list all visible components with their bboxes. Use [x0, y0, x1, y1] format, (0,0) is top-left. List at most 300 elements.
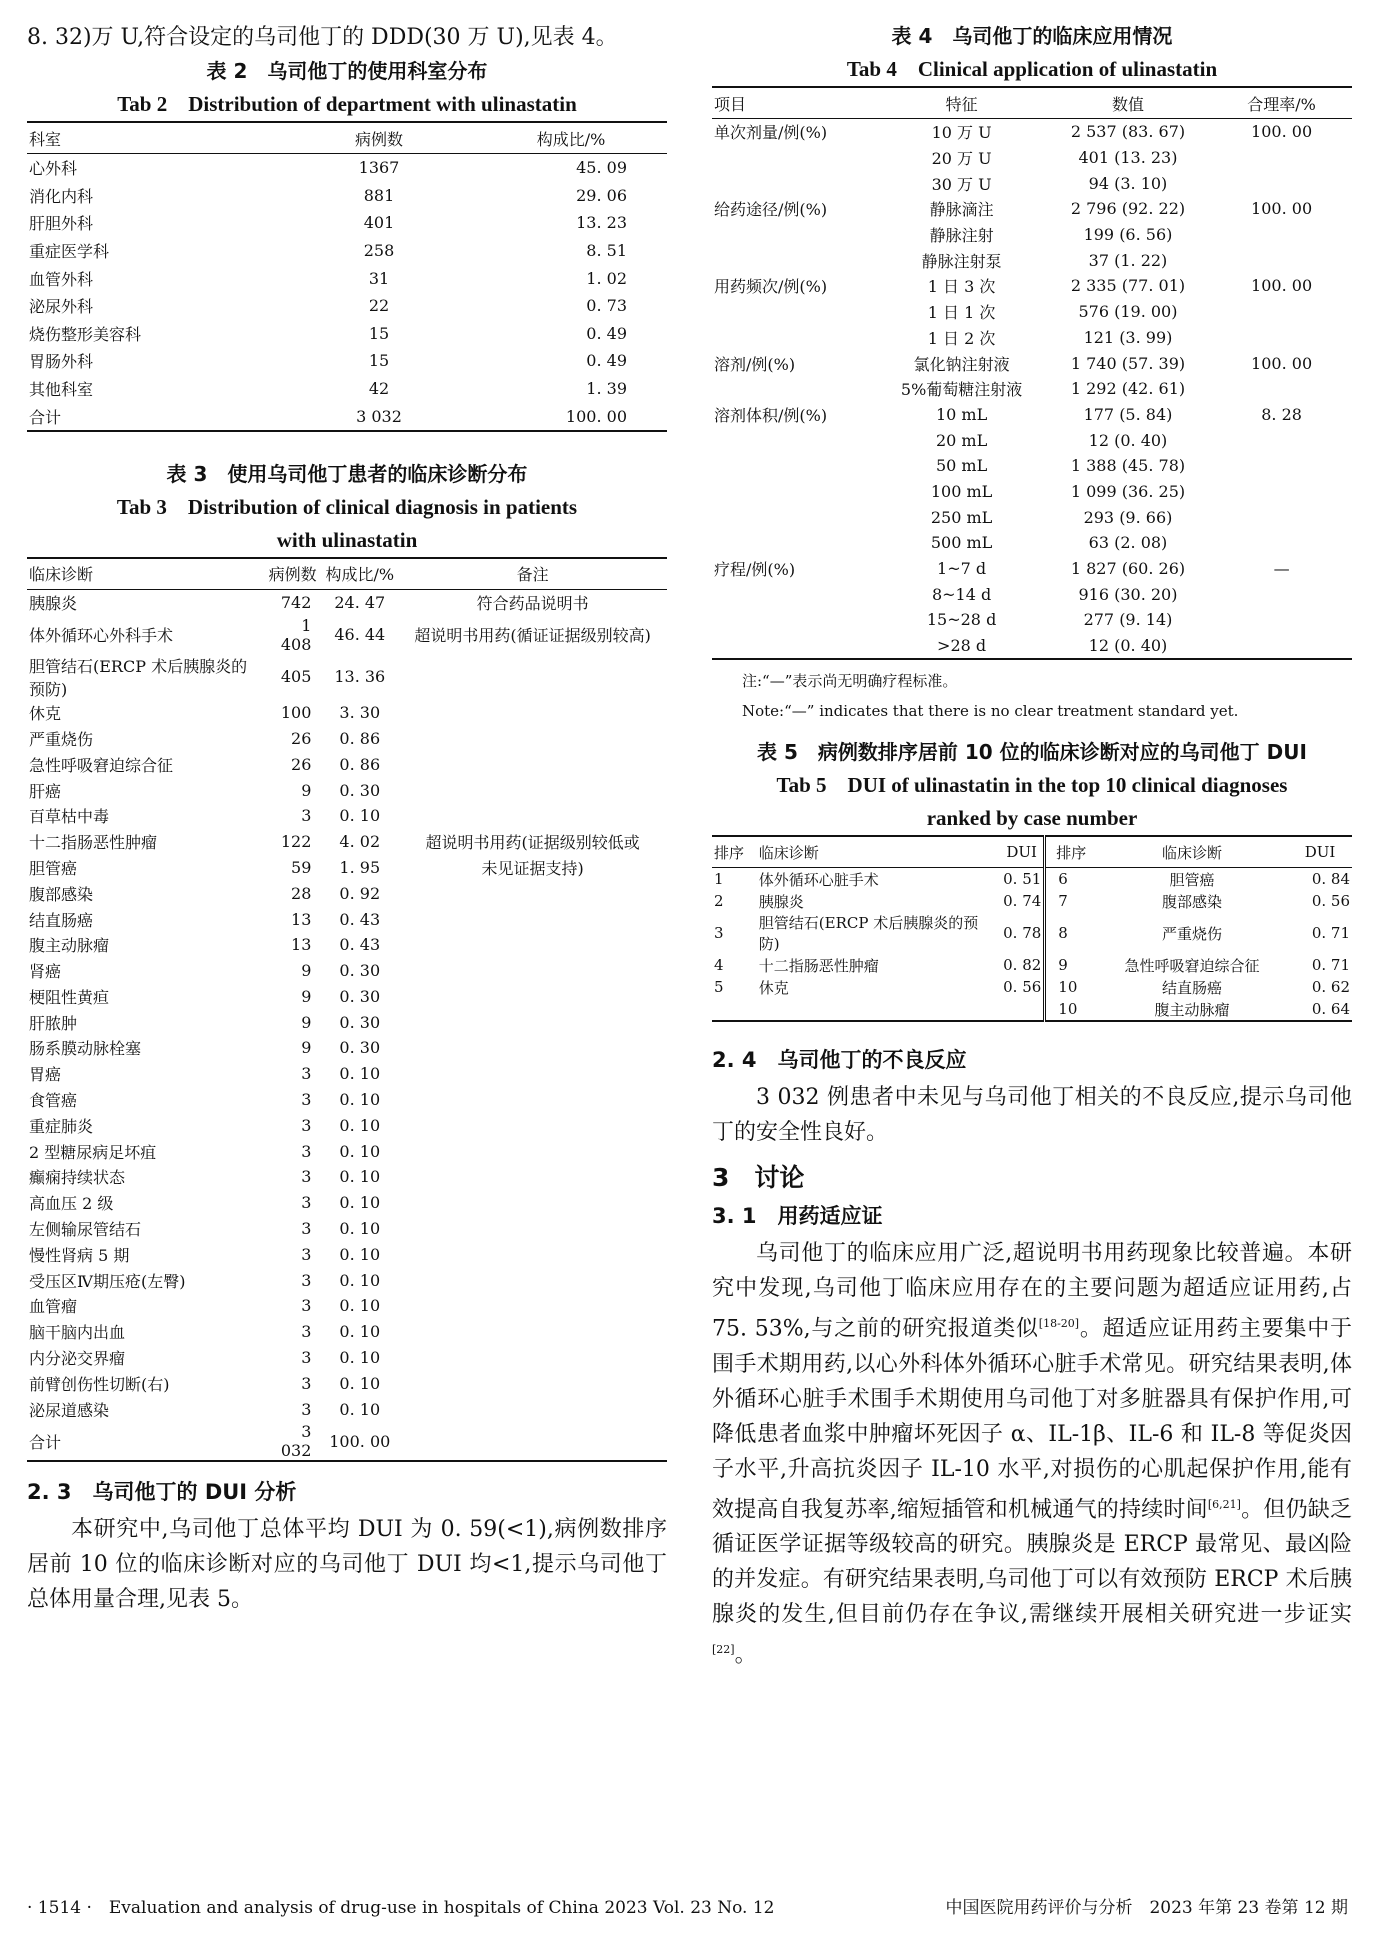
tab3-row-cell: 血管瘤 [29, 1297, 78, 1317]
tab4-row [712, 607, 1352, 633]
tab3-row-cell: 9 [301, 961, 312, 981]
tab3-row [27, 751, 667, 777]
tab4-row-cell: 100 mL [930, 481, 993, 501]
tab3-header: 备注 [398, 558, 667, 590]
tab4-row-cell: 100. 00 [1251, 353, 1313, 373]
tab3-row-cell: 胆管结石(ERCP 术后胰腺炎的预防) [29, 656, 248, 699]
tab2-row [27, 402, 667, 431]
tab3-row-cell: 超说明书用药(证据级别较低或 [425, 833, 640, 853]
tab2-row [27, 209, 667, 237]
tab4-row-cell [712, 607, 878, 633]
tab4-row [712, 145, 1352, 171]
tab3-row-cell: 受压区Ⅳ期压疮(左臀) [29, 1271, 186, 1291]
tab2-row-cell: 0. 73 [586, 296, 627, 316]
tab4-row-cell [712, 427, 878, 453]
tab5-header: 排序 [1045, 836, 1096, 868]
tab3-row [27, 654, 667, 700]
tab3-row [27, 803, 667, 829]
tab3-row [27, 958, 667, 984]
tab2-row-cell: 15 [368, 351, 390, 371]
tab5-title-en: Tab 5 DUI of ulinastatin in the top 10 clinical diagnoses [776, 773, 1288, 798]
tab5-header: DUI [1288, 836, 1352, 868]
tab4-row-cell [712, 170, 878, 196]
tab3-row-cell: 3 [301, 1322, 312, 1342]
tab3-row-cell: 3 [301, 1141, 312, 1161]
tab3-row-cell [398, 1422, 667, 1461]
tab5-row [712, 954, 1352, 976]
tab3-row-cell [398, 1319, 667, 1345]
tab3-row-cell: 超说明书用药(循证证据级别较高) [414, 626, 651, 646]
tab3-row-cell: 0. 30 [339, 961, 381, 981]
tab4-row-cell: 疗程/例(%) [714, 560, 796, 580]
tab2-header: 构成比/% [475, 122, 667, 154]
tab3-row [27, 906, 667, 932]
tab3-row-cell: 重症肺炎 [29, 1116, 94, 1136]
tab3-row-cell: 3 [301, 1296, 312, 1316]
tab3-title-cn: 表 3 使用乌司他丁患者的临床诊断分布 [166, 461, 528, 486]
tab3-row-cell [398, 1216, 667, 1242]
tab3-row-cell: 0. 92 [339, 883, 381, 903]
tab4-table [712, 86, 1352, 660]
tab4-row-cell [1211, 427, 1352, 453]
tab5-header: 临床诊断 [1096, 836, 1288, 868]
tab2-row-cell: 42 [368, 379, 390, 399]
tab5-row-cell [1000, 998, 1045, 1021]
tab3-row [27, 1370, 667, 1396]
tab4-row [712, 581, 1352, 607]
tab4-row-cell [1211, 479, 1352, 505]
tab5-row-cell: 0. 56 [1000, 976, 1045, 998]
tab5-row-cell: 4 [714, 956, 724, 975]
tab3-row-cell: 3 [301, 1193, 312, 1213]
tab3-row-cell [398, 777, 667, 803]
tab4-row-cell: 氯化钠注射液 [913, 354, 1010, 374]
tab3-row-cell: 食管癌 [29, 1091, 78, 1111]
tab3-row-cell: 100 [280, 703, 312, 723]
tab5-row [712, 976, 1352, 998]
tab3-row-cell: 梗阻性黄疸 [29, 987, 110, 1007]
tab3-row-cell: 28 [291, 883, 312, 903]
tab5-row-cell: 急性呼吸窘迫综合征 [1124, 956, 1260, 975]
tab3-row-cell: 慢性肾病 5 期 [29, 1245, 130, 1265]
sec31-text-1: 乌司他丁的临床应用广泛,超说明书用药现象比较普遍。本研究中发现,乌司他丁临床应用存在的主要问题为超适应证用药,占 75. 53%,与之前的研究报道类似 [712, 1241, 1352, 1342]
citation-ref: [18-20] [1038, 1317, 1080, 1331]
tab4-row-cell: 1 日 1 次 [927, 303, 996, 323]
tab3-row-cell: 0. 10 [339, 1373, 381, 1393]
tab3-row-cell: 百草枯中毒 [29, 807, 110, 827]
tab3-row-cell: 0. 10 [339, 1064, 381, 1084]
tab5-row-cell: 9 [1058, 956, 1068, 975]
tab2-title-en: Tab 2 Distribution of department with ulinastatin [117, 92, 577, 116]
tab4-row-cell [712, 299, 878, 325]
tab5-table [712, 835, 1352, 1022]
tab3-row-cell: 体外循环心外科手术 [29, 626, 174, 646]
tab2-row-cell: 消化内科 [29, 186, 94, 206]
tab3-row-cell: 3 [301, 1219, 312, 1239]
tab3-row-cell: 9 [301, 1012, 312, 1032]
tab3-row-cell: 严重烧伤 [29, 729, 94, 749]
tab2-row-cell: 1367 [358, 158, 400, 178]
tab2-row-cell: 100. 00 [565, 406, 627, 426]
tab3-row [27, 880, 667, 906]
tab3-row-cell: 0. 10 [339, 1141, 381, 1161]
tab3-row-cell: 3 [301, 1115, 312, 1135]
tab3-title-en: Tab 3 Distribution of clinical diagnosis in patients [116, 494, 578, 519]
tab4-row-cell: 静脉注射泵 [921, 251, 1002, 271]
tab2-row-cell: 881 [363, 185, 395, 205]
tab3-row-cell: 高血压 2 级 [29, 1194, 114, 1214]
tab4-row-cell: 500 mL [930, 533, 993, 553]
tab4-header: 合理率/% [1211, 87, 1352, 119]
tab3-row-cell: 3 [301, 1348, 312, 1368]
tab4-note-cn: 注:“—”表示尚无明确疗程标准。 [742, 672, 958, 691]
tab3-row-cell: 胆管癌 [29, 858, 78, 878]
tab4-row-cell: 177 (5. 84) [1083, 404, 1173, 424]
sec3-title: 3 讨论 [712, 1163, 805, 1193]
tab3-row [27, 1138, 667, 1164]
tab4-row-cell: 单次剂量/例(%) [714, 123, 828, 143]
tab4-row [712, 530, 1352, 556]
tab3-row-cell: 0. 10 [339, 1399, 381, 1419]
tab4-row-cell: 1 292 (42. 61) [1070, 379, 1186, 399]
tab3-row-cell: 肠系膜动脉栓塞 [29, 1039, 142, 1059]
tab2-row-cell: 1. 39 [586, 379, 627, 399]
tab3-row-cell: 26 [291, 754, 312, 774]
tab4-row-cell [1211, 633, 1352, 660]
tab4-row-cell: 1 740 (57. 39) [1070, 353, 1186, 373]
tab4-row-cell [712, 530, 878, 556]
tab4-row-cell [1211, 504, 1352, 530]
tab2-row-cell: 合计 [29, 407, 62, 427]
tab4-row-cell: >28 d [937, 636, 987, 656]
tab4-row-cell: 静脉注射 [929, 226, 994, 246]
tab3-row-cell: 24. 47 [334, 593, 386, 613]
tab3-row [27, 1422, 667, 1461]
tab4-row-cell [712, 222, 878, 248]
tab3-row-cell [398, 700, 667, 726]
tab3-row-cell [398, 1138, 667, 1164]
tab5-row-cell: 严重烧伤 [1161, 924, 1222, 943]
tab5-header: DUI [1000, 836, 1045, 868]
tab3-row [27, 1396, 667, 1422]
tab4-row-cell [712, 581, 878, 607]
tab4-row [712, 376, 1352, 402]
tab4-row-cell: 250 mL [930, 507, 993, 527]
tab2-header: 病例数 [283, 122, 475, 154]
tab3-row-cell: 3. 30 [339, 703, 381, 723]
tab3-row-cell [398, 803, 667, 829]
tab3-row [27, 1087, 667, 1113]
tab3-row [27, 700, 667, 726]
tab5-row-cell: 1 [714, 870, 724, 889]
tab4-row-cell: 静脉滴注 [929, 200, 994, 220]
tab5-row-cell: 0. 82 [1000, 954, 1045, 976]
tab2-row [27, 347, 667, 375]
tab3-row-cell: 3 [301, 1373, 312, 1393]
tab4-row [712, 119, 1352, 145]
tab3-row-cell [398, 1370, 667, 1396]
tab3-row-cell [398, 1396, 667, 1422]
tab4-row [712, 504, 1352, 530]
tab3-row [27, 932, 667, 958]
tab4-row-cell: 2 796 (92. 22) [1070, 199, 1186, 219]
tab5-row-cell: 6 [1058, 870, 1068, 889]
tab3-row-cell: 9 [301, 780, 312, 800]
tab2-row-cell: 血管外科 [29, 269, 94, 289]
tab4-row-cell: 8~14 d [931, 584, 992, 604]
tab2-row-cell: 13. 23 [576, 213, 627, 233]
tab4-title-en: Tab 4 Clinical application of ulinastatin [846, 57, 1218, 81]
tab3-row-cell: 3 [301, 1270, 312, 1290]
tab4-row-cell: 576 (19. 00) [1078, 302, 1178, 322]
tab4-row-cell: 100. 00 [1251, 199, 1313, 219]
tab2-row-cell: 心外科 [29, 159, 78, 179]
tab2-row-cell: 31 [368, 268, 390, 288]
tab3-row-cell: 泌尿道感染 [29, 1400, 110, 1420]
tab3-row-cell: 脑干脑内出血 [29, 1323, 126, 1343]
tab3-row-cell: 内分泌交界瘤 [29, 1349, 126, 1369]
tab4-row [712, 402, 1352, 428]
tab4-row-cell [712, 376, 878, 402]
tab5-row-cell: 结直肠癌 [1161, 978, 1222, 997]
left-column [27, 20, 667, 1617]
tab3-row-cell: 0. 10 [339, 1193, 381, 1213]
tab3-row-cell [398, 751, 667, 777]
tab3-row [27, 1061, 667, 1087]
tab4-row-cell [1211, 247, 1352, 273]
tab3-row-cell: 0. 10 [339, 1090, 381, 1110]
tab4-row [712, 427, 1352, 453]
tab5-row-cell: 0. 71 [1311, 924, 1350, 943]
tab5-row-cell: 8 [1058, 924, 1068, 943]
tab4-row-cell: 94 (3. 10) [1088, 173, 1168, 193]
tab3-row [27, 1190, 667, 1216]
tab3-row-cell: 742 [280, 593, 312, 613]
tab4-row [712, 453, 1352, 479]
tab4-row-cell: 1~7 d [937, 559, 987, 579]
sec24-body: 3 032 例患者中未见与乌司他丁相关的不良反应,提示乌司他丁的安全性良好。 [712, 1085, 1352, 1146]
tab2-row-cell: 22 [368, 296, 390, 316]
tab4-row-cell: 溶剂/例(%) [714, 354, 796, 374]
tab3-row [27, 984, 667, 1010]
tab3-row-cell: 3 032 [280, 1422, 312, 1461]
tab3-row-cell: 前臂创伤性切断(右) [29, 1374, 170, 1394]
tab3-row-cell: 十二指肠恶性肿瘤 [29, 833, 158, 853]
tab3-table [27, 557, 667, 1462]
tab2-row [27, 182, 667, 210]
tab3-row [27, 855, 667, 881]
tab3-row-cell: 0. 10 [339, 1244, 381, 1264]
tab2-row [27, 154, 667, 182]
tab4-row-cell: 2 335 (77. 01) [1070, 276, 1186, 296]
tab3-row [27, 1164, 667, 1190]
tab3-row [27, 1009, 667, 1035]
tab4-row-cell: 37 (1. 22) [1088, 250, 1168, 270]
tab3-row-cell [398, 1009, 667, 1035]
tab3-row-cell: 26 [291, 728, 312, 748]
tab5-row [712, 868, 1352, 891]
tab3-row-cell [398, 1035, 667, 1061]
tab4-row-cell [1211, 325, 1352, 351]
tab2-row [27, 237, 667, 265]
tab3-row-cell [398, 1267, 667, 1293]
tab3-header: 病例数 [264, 558, 322, 590]
tab2-row-cell: 258 [363, 241, 395, 261]
tab5-row-cell: 胆管结石(ERCP 术后胰腺炎的预防) [758, 914, 979, 954]
tab3-row [27, 1267, 667, 1293]
tab3-row-cell: 0. 10 [339, 1348, 381, 1368]
tab3-row-cell: 腹主动脉瘤 [29, 936, 110, 956]
tab3-row-cell: 癫痫持续状态 [29, 1168, 126, 1188]
tab3-row-cell: 2 型糖尿病足坏疽 [29, 1142, 157, 1162]
tab4-row-cell: 1 日 3 次 [927, 277, 996, 297]
tab2-row-cell: 29. 06 [576, 185, 627, 205]
tab5-row-cell: 0. 74 [1000, 890, 1045, 912]
tab4-row-cell [1211, 299, 1352, 325]
tab4-row-cell: 1 827 (60. 26) [1070, 559, 1186, 579]
tab2-row-cell: 3 032 [356, 406, 402, 426]
tab4-row [712, 247, 1352, 273]
tab3-row-cell: 肾癌 [29, 962, 62, 982]
right-column [712, 20, 1352, 1672]
tab3-row-cell [398, 906, 667, 932]
tab2-row-cell: 其他科室 [29, 380, 94, 400]
tab3-row-cell: 3 [301, 1244, 312, 1264]
tab3-row-cell [398, 1293, 667, 1319]
tab4-row-cell: 63 (2. 08) [1088, 533, 1168, 553]
tab3-row-cell: 3 [301, 1090, 312, 1110]
tab3-row-cell: 未见证据支持) [481, 858, 584, 878]
tab3-row-cell: 0. 10 [339, 1270, 381, 1290]
tab3-row-cell: 0. 10 [339, 1322, 381, 1342]
tab3-row-cell: 胰腺炎 [29, 594, 78, 614]
tab3-row [27, 726, 667, 752]
tab3-row-cell: 符合药品说明书 [476, 594, 589, 614]
tab3-row [27, 1293, 667, 1319]
tab3-row-cell [398, 1164, 667, 1190]
tab4-row-cell: 277 (9. 14) [1083, 610, 1173, 630]
tab3-row-cell: 0. 30 [339, 1038, 381, 1058]
tab3-row-cell [398, 1061, 667, 1087]
tab3-row [27, 1112, 667, 1138]
tab5-row-cell: 3 [714, 924, 724, 943]
tab3-row-cell: 0. 43 [339, 909, 381, 929]
tab4-row-cell: 199 (6. 56) [1083, 225, 1173, 245]
tab4-row-cell [712, 325, 878, 351]
tab4-row-cell: 12 (0. 40) [1088, 636, 1168, 656]
tab4-row-cell [1211, 376, 1352, 402]
tab5-row-cell: 0. 71 [1311, 956, 1350, 975]
tab3-row [27, 1216, 667, 1242]
tab4-row-cell: 100. 00 [1251, 276, 1313, 296]
tab3-header: 临床诊断 [27, 558, 264, 590]
tab5-row-cell: 7 [1058, 892, 1068, 911]
tab4-row-cell [712, 145, 878, 171]
sec31-text-4: 。 [734, 1642, 757, 1668]
sec31-text-3: 。但仍缺乏循证医学证据等级较高的研究。胰腺炎是 ERCP 最常见、最凶险的并发症。有研究结果表明,乌司他丁可以有效预防 ERCP 术后胰腺炎的发生,但目前仍存在争议,需继续开展相关研究进一步证实 [712, 1497, 1352, 1628]
tab3-title-en-2: with ulinastatin [276, 527, 418, 552]
tab3-row-cell [398, 984, 667, 1010]
tab5-row-cell [712, 998, 757, 1021]
footer-right: 中国医院用药评价与分析 2023 年第 23 卷第 12 期 [945, 1898, 1348, 1918]
sec23-title: 2. 3 乌司他丁的 DUI 分析 [27, 1480, 297, 1505]
tab3-row-cell: 46. 44 [334, 625, 386, 645]
tab3-row-cell [398, 880, 667, 906]
tab4-row-cell: 12 (0. 40) [1088, 430, 1168, 450]
tab5-row-cell [757, 998, 1000, 1021]
tab3-row-cell: 0. 30 [339, 780, 381, 800]
tab4-note-en: Note:“—” indicates that there is no clear treatment standard yet. [742, 702, 1239, 721]
tab3-row-cell: 急性呼吸窘迫综合征 [29, 755, 174, 775]
tab3-row-cell: 405 [280, 667, 312, 687]
tab4-row-cell [712, 453, 878, 479]
tab2-row-cell: 胃肠外科 [29, 352, 94, 372]
sec31-body [712, 1236, 1352, 1672]
tab3-row-cell: 13. 36 [334, 667, 386, 687]
tab4-row-cell: 1 099 (36. 25) [1070, 481, 1186, 501]
tab3-row-cell: 3 [301, 806, 312, 826]
sec31-title: 3. 1 用药适应证 [712, 1204, 883, 1229]
tab5-row-cell: 2 [714, 892, 724, 911]
tab3-row-cell [398, 932, 667, 958]
tab2-title-cn: 表 2 乌司他丁的使用科室分布 [206, 59, 488, 83]
citation-ref: [6,21] [1207, 1497, 1241, 1511]
tab4-row-cell: 121 (3. 99) [1083, 327, 1173, 347]
tab4-row [712, 273, 1352, 299]
tab2-row-cell: 8. 51 [586, 241, 627, 261]
tab4-row-cell: 100. 00 [1251, 122, 1313, 142]
footer-left: · 1514 · Evaluation and analysis of drug-use in hospitals of China 2023 Vol. 23 No. 12 [27, 1898, 775, 1918]
tab3-row-cell: 13 [291, 935, 312, 955]
tab3-row-cell: 9 [301, 986, 312, 1006]
tab5-row-cell: 十二指肠恶性肿瘤 [758, 956, 879, 975]
tab3-row-cell: 结直肠癌 [29, 910, 94, 930]
tab4-row-cell: — [1273, 559, 1290, 579]
tab3-header: 构成比/% [321, 558, 398, 590]
tab5-header: 临床诊断 [757, 836, 1000, 868]
tab4-row [712, 196, 1352, 222]
tab5-row-cell: 0. 78 [1000, 912, 1045, 954]
tab4-row-cell: 1 388 (45. 78) [1070, 456, 1186, 476]
tab4-row-cell [712, 247, 878, 273]
tab3-row-cell: 3 [301, 1167, 312, 1187]
tab2-row-cell: 0. 49 [586, 351, 627, 371]
tab4-row-cell [1211, 453, 1352, 479]
tab4-row-cell: 2 537 (83. 67) [1070, 122, 1186, 142]
tab5-row [712, 890, 1352, 912]
tab2-row-cell: 0. 49 [586, 323, 627, 343]
citation-ref: [22] [712, 1643, 735, 1657]
tab3-row-cell [398, 726, 667, 752]
tab3-row-cell: 0. 86 [339, 728, 381, 748]
tab3-row-cell: 4. 02 [339, 832, 381, 852]
tab3-row-cell: 休克 [29, 704, 62, 724]
tab4-row-cell: 15~28 d [926, 610, 997, 630]
tab3-row-cell: 9 [301, 1038, 312, 1058]
tab4-row-cell [1211, 530, 1352, 556]
tab4-row-cell: 10 万 U [931, 123, 992, 143]
tab3-row-cell: 3 [301, 1399, 312, 1419]
tab5-row [712, 912, 1352, 954]
tab5-row-cell: 腹部感染 [1161, 892, 1222, 911]
tab4-row [712, 325, 1352, 351]
tab4-row-cell: 5%葡萄糖注射液 [900, 380, 1023, 400]
tab3-row [27, 1035, 667, 1061]
tab4-row-cell [712, 504, 878, 530]
tab3-row-cell [398, 1190, 667, 1216]
tab3-row-cell: 13 [291, 909, 312, 929]
tab3-row-cell: 0. 43 [339, 935, 381, 955]
